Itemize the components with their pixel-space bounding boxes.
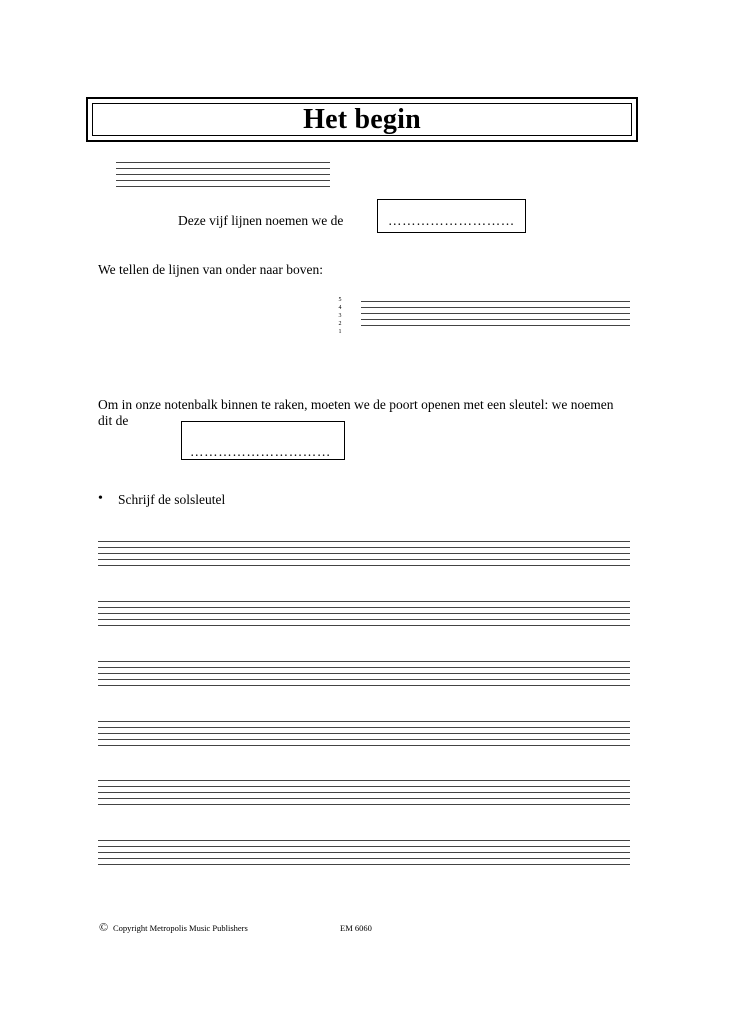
answer-box-1-dots: ……………………… [388, 213, 515, 228]
practice-staff-5[interactable] [98, 780, 630, 806]
line-number-labels [337, 296, 343, 336]
title-inner-frame [92, 103, 632, 136]
practice-staff-6[interactable] [98, 840, 630, 866]
catalog-code: EM 6060 [340, 923, 372, 933]
line-number-2: 2 [338, 321, 342, 327]
line-number-1: 1 [338, 329, 342, 335]
line-number-5: 5 [338, 297, 342, 303]
question-3-text-line2: dit de [98, 413, 129, 428]
staff-example [116, 162, 330, 188]
bullet-icon: • [98, 491, 103, 506]
practice-staff-3[interactable] [98, 661, 630, 687]
staff-numbered [361, 301, 630, 327]
practice-staff-2[interactable] [98, 601, 630, 627]
answer-box-2-dots: ………………………… [190, 444, 331, 459]
copyright-icon: © [99, 920, 109, 934]
task-text: Schrijf de solsleutel [118, 492, 226, 507]
answer-box-1[interactable] [377, 199, 526, 233]
answer-box-2[interactable] [181, 421, 345, 460]
question-1-text: Deze vijf lijnen noemen we de [178, 213, 344, 228]
title-frame [86, 97, 638, 142]
practice-staff-4[interactable] [98, 721, 630, 747]
line-number-3: 3 [338, 313, 342, 319]
practice-staff-1[interactable] [98, 541, 630, 567]
line-number-4: 4 [338, 305, 342, 311]
question-3-text-line1: Om in onze notenbalk binnen te raken, moeten we de poort openen met een sleutel: we noemen [98, 397, 614, 412]
question-2-text: We tellen de lijnen van onder naar boven: [98, 262, 323, 277]
page-title: Het begin [303, 103, 421, 135]
copyright-text: Copyright Metropolis Music Publishers [113, 923, 248, 933]
